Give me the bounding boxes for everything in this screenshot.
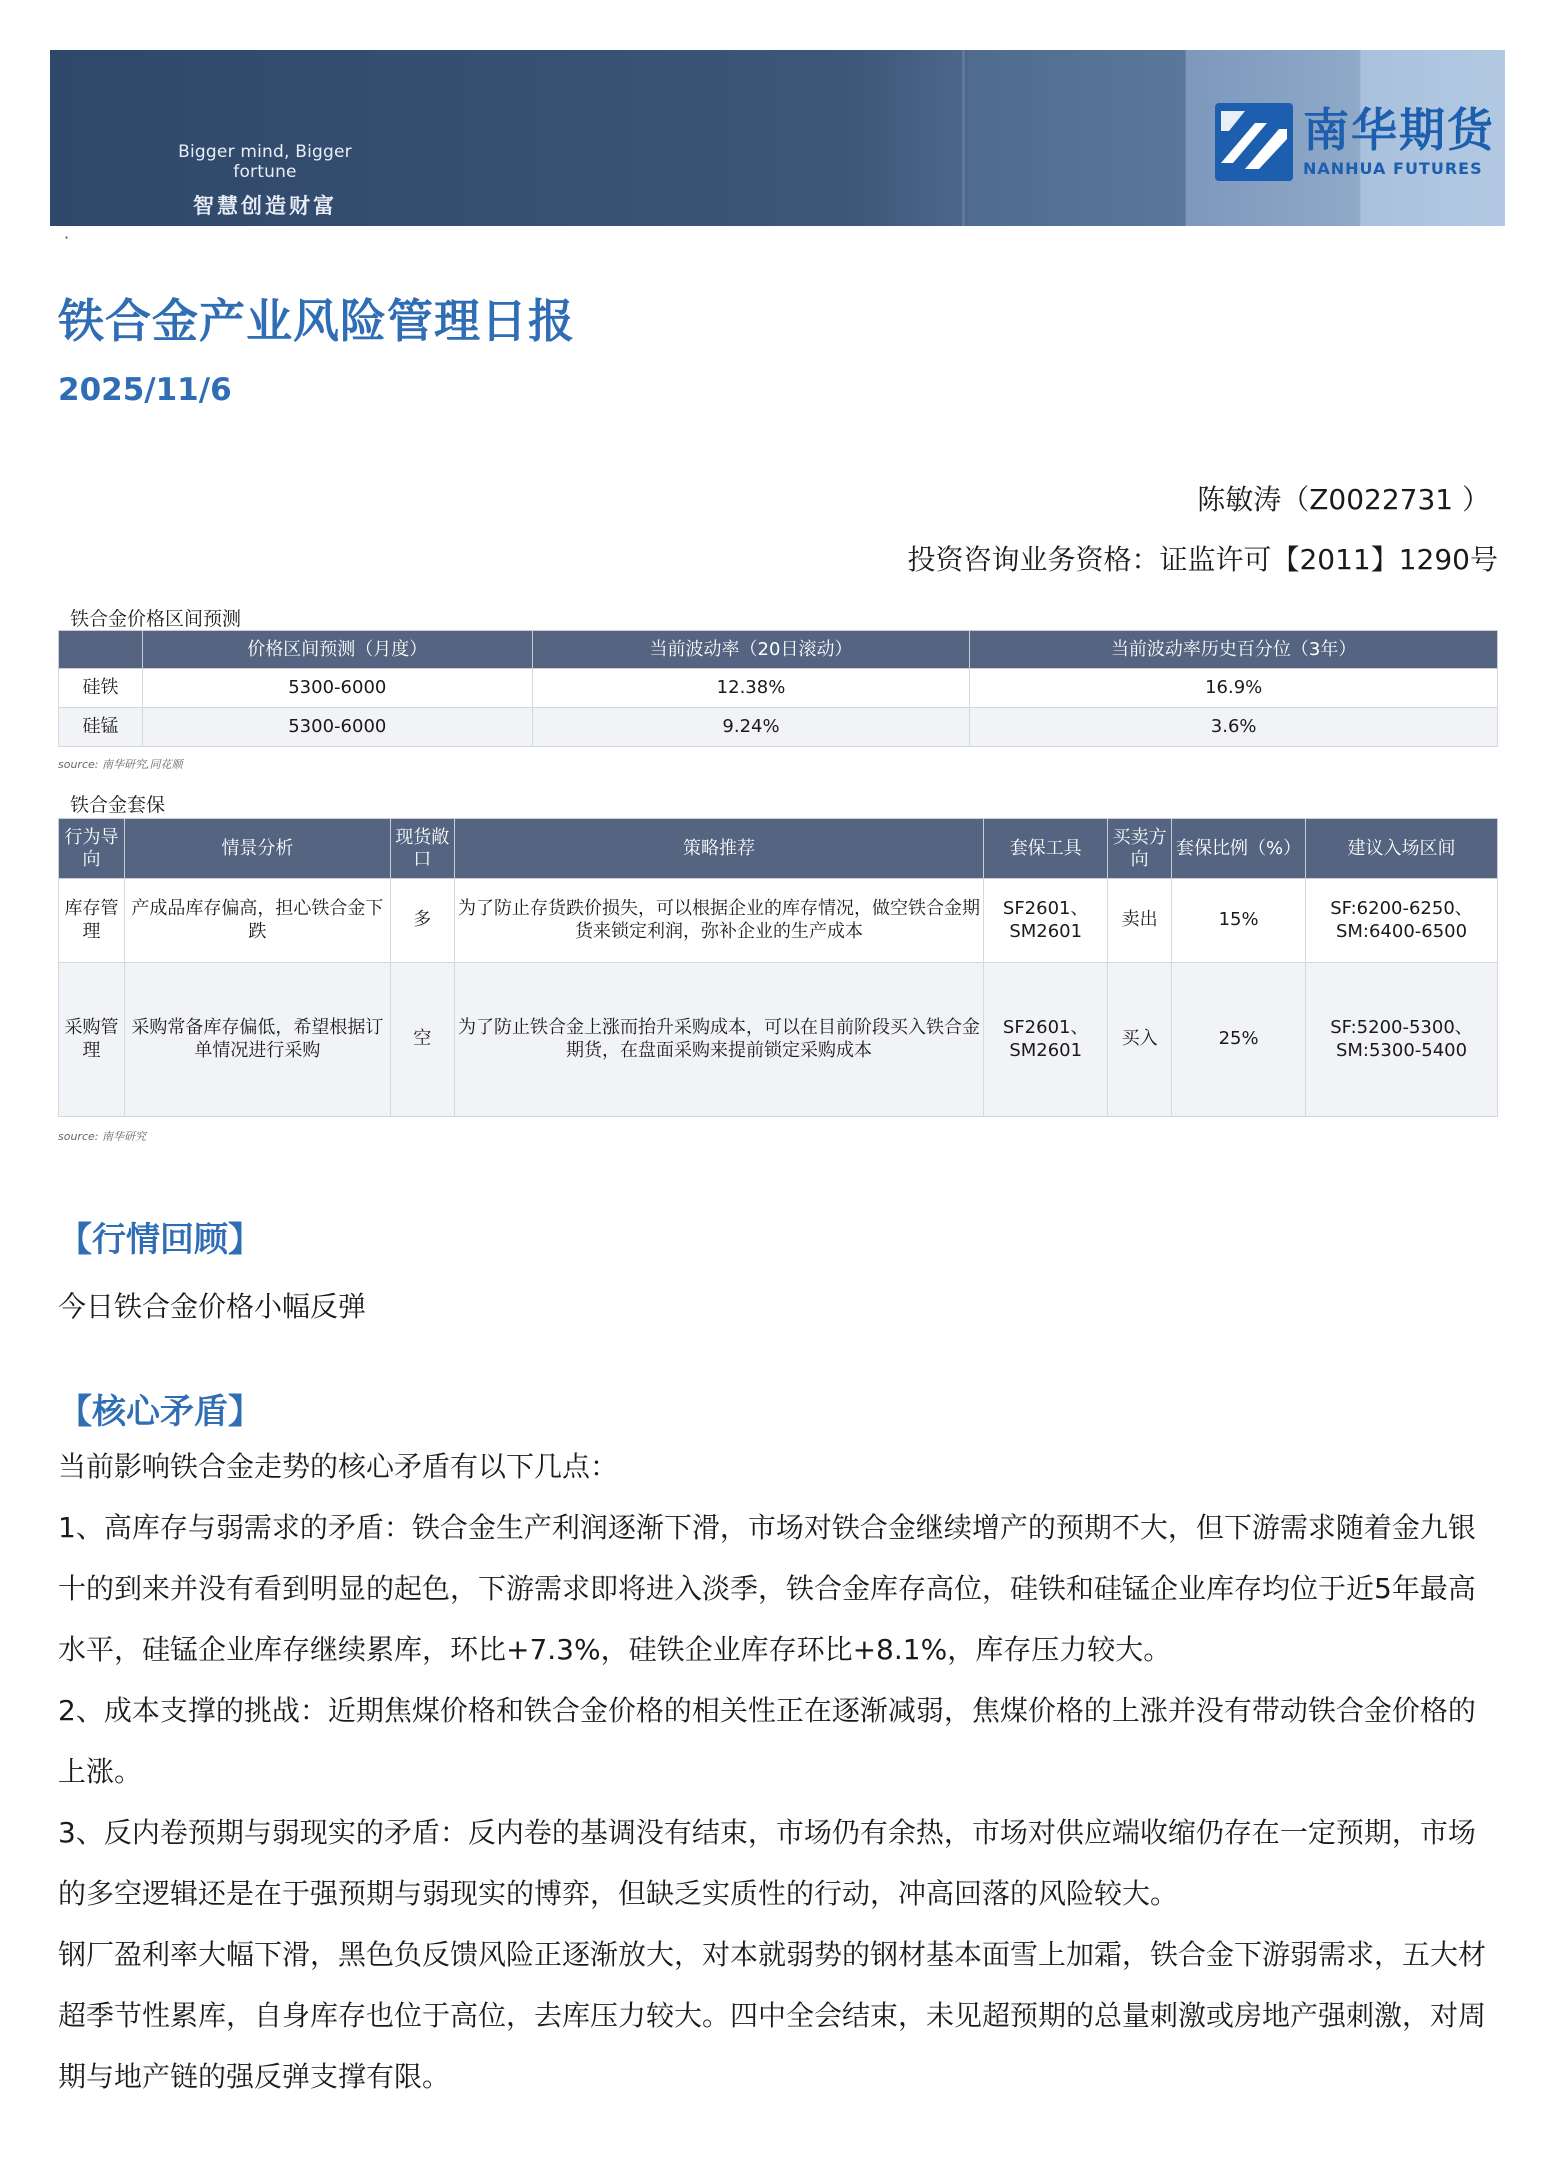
table-cell: 多 xyxy=(390,879,454,963)
core-paragraph: 钢厂盈利率大幅下滑，黑色负反馈风险正逐渐放大，对本就弱势的钢材基本面雪上加霜，铁合金下游弱需求，五大材超季节性累库，自身库存也位于高位，去库压力较大。四中全会结束，未见超预期的总量刺激或房地产强刺激，对周期与地产链的强反弹支撑有限。 xyxy=(58,1938,1487,2093)
table-row xyxy=(59,708,1498,747)
table2-source: source: 南华研究 xyxy=(58,1130,146,1143)
table-cell: SF2601、SM2601 xyxy=(984,963,1108,1117)
logo-en: NANHUA FUTURES xyxy=(1303,158,1483,178)
slogan-en: Bigger mind, Bigger fortune xyxy=(178,142,352,182)
hedging-table xyxy=(58,818,1498,1117)
table-cell: 空 xyxy=(390,963,454,1117)
core-paragraph: 2、成本支撑的挑战：近期焦煤价格和铁合金价格的相关性正在逐渐减弱，焦煤价格的上涨并没有带动铁合金价格的上涨。 xyxy=(58,1694,1476,1788)
table2-caption: 铁合金套保 xyxy=(70,794,166,816)
table-header-cell: 现货敞口 xyxy=(390,819,454,879)
logo-mark-icon xyxy=(1215,103,1293,181)
company-logo xyxy=(1215,103,1495,181)
license: 投资咨询业务资格：证监许可【2011】1290号 xyxy=(907,543,1498,576)
banner-divider xyxy=(962,50,965,226)
table-cell: 为了防止铁合金上涨而抬升采购成本，可以在目前阶段买入铁合金期货，在盘面采购来提前锁定采购成本 xyxy=(454,963,984,1117)
price-range-table xyxy=(58,630,1498,747)
table-header-cell: 价格区间预测（月度） xyxy=(142,631,532,669)
table-header-cell: 建议入场区间 xyxy=(1306,819,1498,879)
table-row xyxy=(59,879,1498,963)
core-paragraph: 3、反内卷预期与弱现实的矛盾：反内卷的基调没有结束，市场仍有余热，市场对供应端收缩仍存在一定预期，市场的多空逻辑还是在于强预期与弱现实的博弈，但缺乏实质性的行动，冲高回落的风险较大。 xyxy=(58,1816,1476,1910)
table-cell: 买入 xyxy=(1108,963,1172,1117)
table-cell: 5300-6000 xyxy=(142,669,532,708)
table-header-cell: 行为导向 xyxy=(59,819,125,879)
table-header-cell: 情景分析 xyxy=(124,819,390,879)
review-heading: 【行情回顾】 xyxy=(58,1220,262,1260)
slogan xyxy=(150,142,380,220)
review-text: 今日铁合金价格小幅反弹 xyxy=(58,1290,367,1323)
table1-source: source: 南华研究,同花顺 xyxy=(58,758,183,771)
table-cell: 5300-6000 xyxy=(142,708,532,747)
page-mark: · xyxy=(64,228,70,247)
table-cell: 采购管理 xyxy=(59,963,125,1117)
core-paragraph: 1、高库存与弱需求的矛盾：铁合金生产利润逐渐下滑，市场对铁合金继续增产的预期不大，但下游需求随着金九银十的到来并没有看到明显的起色，下游需求即将进入淡季，铁合金库存高位，硅铁和硅锰企业库存均位于近5年最高水平，硅锰企业库存继续累库，环比+7.3%，硅铁企业库存环比+8.1%，库存压力较大。 xyxy=(58,1511,1476,1666)
slogan-cn: 智慧创造财富 xyxy=(193,194,337,218)
header-banner xyxy=(50,50,1505,226)
page-title: 铁合金产业风险管理日报 xyxy=(58,294,575,348)
table-header-cell: 当前波动率历史百分位（3年） xyxy=(970,631,1498,669)
table-cell: 12.38% xyxy=(532,669,970,708)
table-cell: 产成品库存偏高，担心铁合金下跌 xyxy=(124,879,390,963)
core-paragraph: 当前影响铁合金走势的核心矛盾有以下几点： xyxy=(58,1450,619,1483)
table-cell: 25% xyxy=(1172,963,1306,1117)
table-header-cell: 策略推荐 xyxy=(454,819,984,879)
table-header-row xyxy=(59,631,1498,669)
table-cell: 3.6% xyxy=(970,708,1498,747)
table-cell: SF:6200-6250、SM:6400-6500 xyxy=(1306,879,1498,963)
table-header-cell: 套保比例（%） xyxy=(1172,819,1306,879)
author: 陈敏涛（Z0022731 ） xyxy=(1197,483,1490,516)
table1-caption: 铁合金价格区间预测 xyxy=(70,608,242,630)
table-cell: 15% xyxy=(1172,879,1306,963)
core-body xyxy=(58,1436,1498,2107)
table-header-cell: 套保工具 xyxy=(984,819,1108,879)
table-cell: SF2601、SM2601 xyxy=(984,879,1108,963)
table-row xyxy=(59,963,1498,1117)
table-cell: 库存管理 xyxy=(59,879,125,963)
table-header-row xyxy=(59,819,1498,879)
table-cell: 16.9% xyxy=(970,669,1498,708)
table-header-cell xyxy=(59,631,143,669)
table-header-cell: 买卖方向 xyxy=(1108,819,1172,879)
core-heading: 【核心矛盾】 xyxy=(58,1392,262,1432)
table-cell: 硅铁 xyxy=(59,669,143,708)
table-cell: 硅锰 xyxy=(59,708,143,747)
table-header-cell: 当前波动率（20日滚动） xyxy=(532,631,970,669)
table-cell: 采购常备库存偏低，希望根据订单情况进行采购 xyxy=(124,963,390,1117)
table-cell: 卖出 xyxy=(1108,879,1172,963)
report-date: 2025/11/6 xyxy=(58,372,232,408)
logo-cn: 南华期货 xyxy=(1303,102,1495,157)
table-row xyxy=(59,669,1498,708)
table-cell: 为了防止存货跌价损失，可以根据企业的库存情况，做空铁合金期货来锁定利润，弥补企业的生产成本 xyxy=(454,879,984,963)
table-cell: SF:5200-5300、SM:5300-5400 xyxy=(1306,963,1498,1117)
table-cell: 9.24% xyxy=(532,708,970,747)
